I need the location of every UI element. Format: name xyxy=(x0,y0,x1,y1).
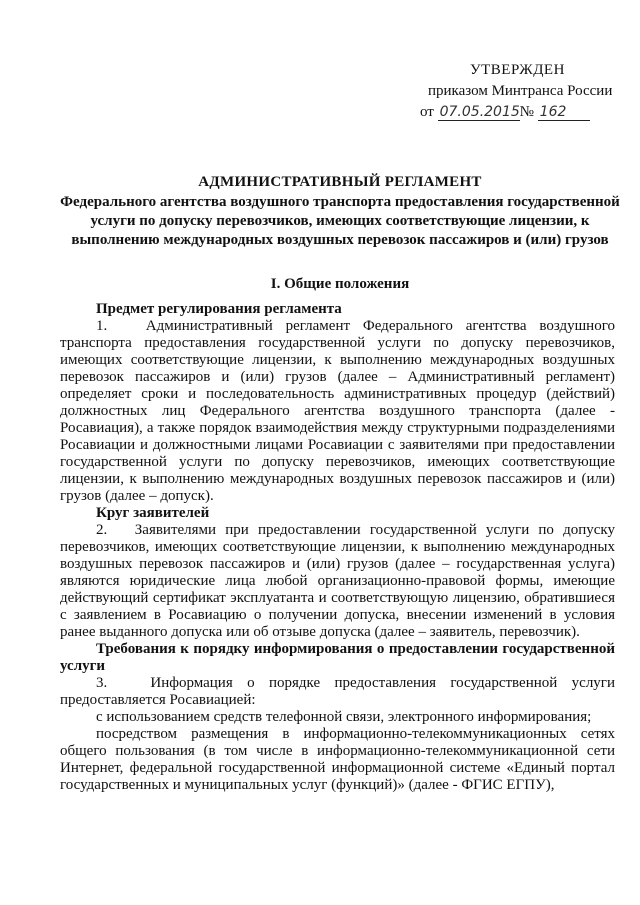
approval-order-text: приказом Минтранса России xyxy=(428,83,613,99)
handwritten-date: 07.05.2015 xyxy=(439,104,520,120)
handwritten-number: 162 xyxy=(538,104,590,121)
document-subtitle: Федерального агентства воздушного транспорта предоставления государственной услуги по допуску перевозчиков, имеющих соответствующие лицензии, к выполнению международных воздушных перевозок пассажиров и (или) грузов xyxy=(60,194,620,248)
approval-heading: УТВЕРЖДЕН xyxy=(470,62,565,78)
paragraph-3: 3. Информация о порядке предоставления государственной услуги предоставляется Росавиацией: xyxy=(60,675,615,708)
section-heading: I. Общие положения xyxy=(270,276,410,292)
paragraph-5: посредством размещения в информационно-телекоммуникационных сетях общего пользования (в том числе в информационно-телекоммуникационной сети Интернет, федеральной государственной информационной системе «Единый портал государственных и муниципальных услуг (функций)» (далее - ФГИС ЕГПУ), xyxy=(60,726,615,793)
paragraph-2: 2. Заявителями при предоставлении государственной услуги по допуску перевозчиков, имеющих соответствующие лицензии, к выполнению международных воздушных перевозок пассажиров и (или) грузов (далее – государственная услуга) являются юридические лица любой организационно-правовой формы, имеющие действующий сертификат эксплуатанта и соответствующую лицензию, обратившиеся с заявлением в Росавиацию о получении допуска, внесении изменений в условия ранее выданного допуска или об отзыве допуска (далее – заявитель, перевозчик). xyxy=(60,522,615,640)
subject-heading: Предмет регулирования регламента xyxy=(96,301,342,317)
paragraph-4: с использованием средств телефонной связи, электронного информирования; xyxy=(96,709,592,725)
document-body xyxy=(60,301,615,794)
info-requirements-heading: Требования к порядку информирования о предоставлении государственной услуги xyxy=(60,641,615,674)
approval-stamp xyxy=(420,60,625,123)
date-prefix: от xyxy=(420,104,434,120)
number-prefix: № xyxy=(519,104,534,120)
paragraph-1: 1. Административный регламент Федерального агентства воздушного транспорта предоставления государственной услуги по допуску перевозчиков, имеющих соответствующие лицензии, к выполнению международных воздушных перевозок пассажиров и (или) грузов (далее – Административный регламент) определяет сроки и последовательность административных процедур (действий) должностных лиц Федерального агентства воздушного транспорта (далее - Росавиация), а также порядок взаимодействия между структурными подразделениями Росавиации и должностными лицами Росавиации с заявителями при предоставлении государственной услуги по допуску перевозчиков, имеющих соответствующие лицензии, к выполнению международных воздушных перевозок пассажиров и (или) грузов (далее – допуск). xyxy=(60,318,615,504)
document-title: АДМИНИСТРАТИВНЫЙ РЕГЛАМЕНТ xyxy=(198,174,482,190)
applicants-heading: Круг заявителей xyxy=(96,505,210,521)
approval-date-line xyxy=(420,102,625,123)
